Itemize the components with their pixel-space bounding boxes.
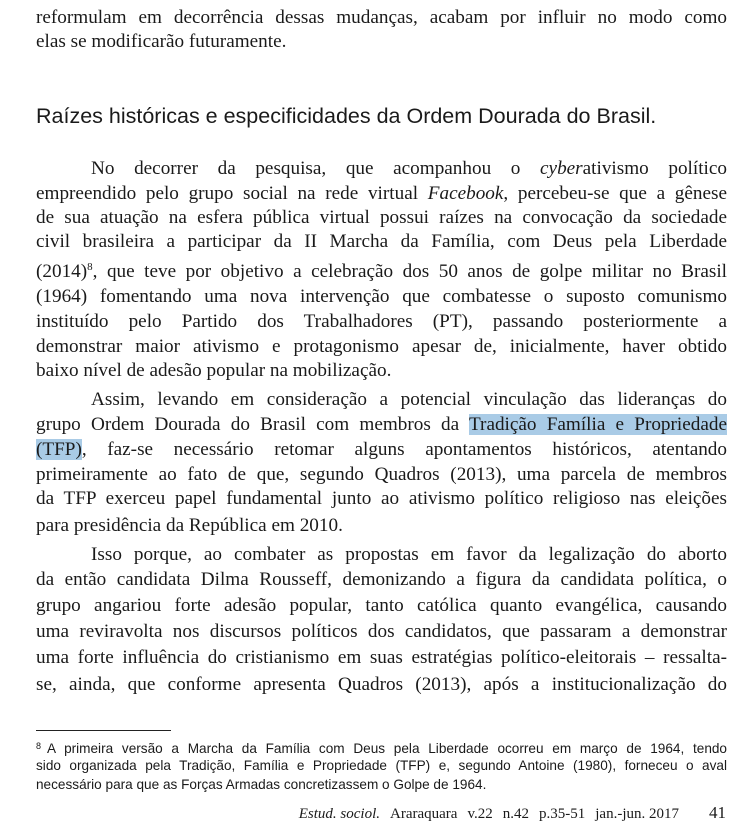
footnote-line-2: sido organizada pela Tradição, Família e Propriedade (TFP) e, segundo Antoine (1980), forneceu o aval [36, 758, 727, 773]
footer-pages: p.35-51 [539, 806, 586, 822]
p1-line-9: baixo nível de adesão popular na mobilização. [36, 360, 392, 381]
highlighted-selection[interactable]: (TFP) [36, 439, 82, 460]
p1-line-4: civil brasileira a participar da II Marcha da Família, com Deus pela Liberdade [36, 231, 727, 252]
footnote-line-1: $^8$ A primeira versão a Marcha da Família com Deus pela Liberdade ocorreu em março de 1964, tendo [36, 741, 727, 756]
footnote-divider [36, 730, 171, 731]
p3-line-3: grupo angariou forte adesão popular, tanto católica quanto evangélica, causando [36, 595, 727, 616]
p2-line-1: Assim, levando em consideração a potencial vinculação das lideranças do [91, 389, 727, 410]
p1-line-8: demonstrar maior ativismo e protagonismo apesar de, inicialmente, haver obtido [36, 336, 727, 357]
page-number: 41 [709, 803, 726, 822]
p1-line-6: (1964) fomentando uma nova intervenção que combatesse o suposto comunismo [36, 286, 727, 307]
highlighted-selection[interactable]: Tradição Família e Propriedade [469, 414, 727, 435]
p3-line-5: uma forte influência do cristianismo em suas estratégias político-eleitorais – ressalta- [36, 647, 727, 668]
p2-line-3: (TFP), faz-se necessário retomar alguns apontamentos históricos, atentando [36, 439, 727, 460]
p2-line-6: para presidência da República em 2010. [36, 515, 343, 536]
footer-number: n.42 [502, 806, 529, 822]
intro-line-1: reformulam em decorrência dessas mudanças, acabam por influir no modo como [36, 7, 727, 28]
footnote-line-3: necessário para que as Forças Armadas concretizassem o Golpe de 1964. [36, 777, 487, 792]
p1-line-5: (2014)$^8$, que teve por objetivo a celebração dos 50 anos de golpe militar no Brasil [36, 261, 727, 282]
p3-line-6: se, ainda, que conforme apresenta Quadros (2013), após a institucionalização do [36, 674, 727, 695]
p1-line-1: No decorrer da pesquisa, que acompanhou o cyberativismo político [91, 158, 727, 179]
p2-line-5: da TFP exerceu papel fundamental junto ao ativismo político religioso nas eleições [36, 488, 727, 509]
p1-line-7: instituído pelo Partido dos Trabalhadores (PT), passando posteriormente a [36, 311, 727, 332]
p1-line-3: de sua atuação na esfera pública virtual possui raízes na convocação da sociedade [36, 207, 727, 228]
journal-name: Estud. sociol. [298, 806, 381, 822]
p2-line-2: grupo Ordem Dourada do Brasil com membros da Tradição Família e Propriedade [36, 414, 727, 435]
footer-period: jan.-jun. 2017 [595, 806, 679, 822]
p3-line-1: Isso porque, ao combater as propostas em favor da legalização do aborto [91, 544, 727, 565]
p3-line-2: da então candidata Dilma Rousseff, demonizando a figura da candidata política, o [36, 569, 727, 590]
running-footer [299, 803, 726, 824]
p1-line-2: empreendido pelo grupo social na rede virtual Facebook, percebeu-se que a gênese [36, 183, 727, 204]
footer-volume: v.22 [467, 806, 493, 822]
footer-city: Araraquara [390, 806, 458, 822]
p3-line-4: uma reviravolta nos discursos políticos dos candidatos, que passaram a demonstrar [36, 621, 727, 642]
footnote-marker: 8 [36, 741, 42, 751]
intro-line-2: elas se modificarão futuramente. [36, 31, 287, 52]
footnote-reference: 8 [87, 261, 93, 273]
section-heading: Raízes históricas e especificidades da Ordem Dourada do Brasil. [36, 104, 657, 128]
p2-line-4: primeiramente ao fato de que, segundo Quadros (2013), uma parcela de membros [36, 464, 727, 485]
